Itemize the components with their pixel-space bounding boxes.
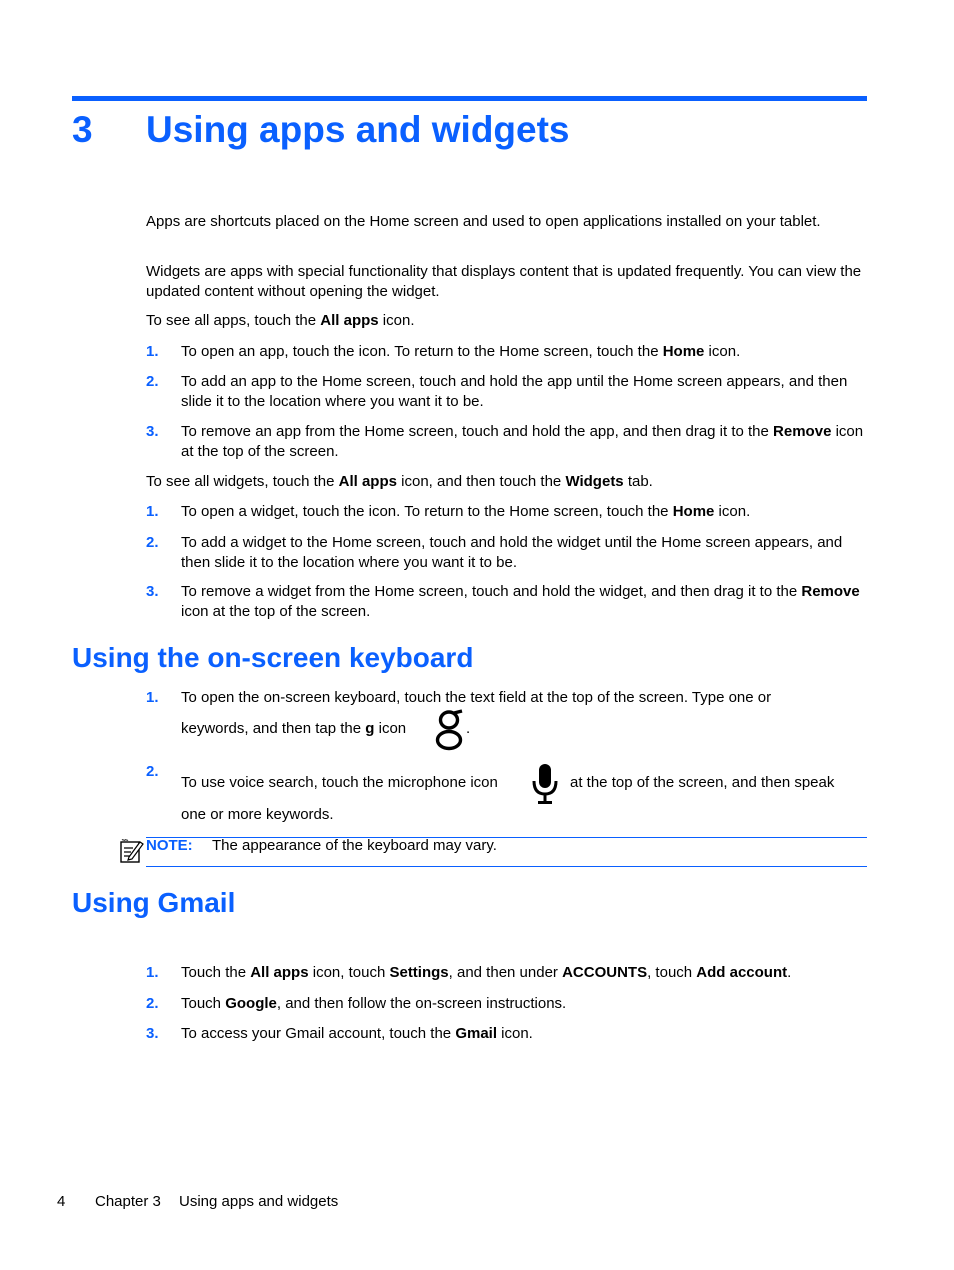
keyboard-step1-period: . xyxy=(466,720,471,737)
widgets-intro: To see all widgets, touch the All apps icon, and then touch the Widgets tab. xyxy=(146,473,653,490)
gmail-heading: Using Gmail xyxy=(72,887,236,918)
footer-chapter-title: Using apps and widgets xyxy=(179,1193,339,1210)
chapter-number: 3 xyxy=(72,109,93,150)
note-icon xyxy=(118,838,144,864)
chapter-top-rule xyxy=(72,96,867,101)
chapter-title-text: Using apps and widgets xyxy=(146,109,570,150)
microphone-icon[interactable] xyxy=(530,762,560,806)
intro-paragraph-1: Apps are shortcuts placed on the Home screen and used to open applications installed on your tablet. xyxy=(146,213,821,230)
chapter-title xyxy=(72,106,570,154)
note-bottom-rule xyxy=(146,866,867,867)
note-text: The appearance of the keyboard may vary. xyxy=(212,837,497,854)
footer-chapter-label: Chapter 3 xyxy=(95,1193,161,1210)
intro-paragraph-3: To see all apps, touch the All apps icon. xyxy=(146,312,415,329)
keyboard-step2-line1-end: at the top of the screen, and then speak xyxy=(570,774,835,791)
keyboard-heading: Using the on-screen keyboard xyxy=(72,642,474,673)
page-number: 4 xyxy=(57,1193,66,1210)
intro-paragraph-2: Widgets are apps with special functionality that displays content that is updated frequently. You can view the updated content without opening the widget. xyxy=(146,263,862,300)
g-search-icon[interactable] xyxy=(432,709,466,751)
note-label: NOTE: xyxy=(146,837,193,854)
